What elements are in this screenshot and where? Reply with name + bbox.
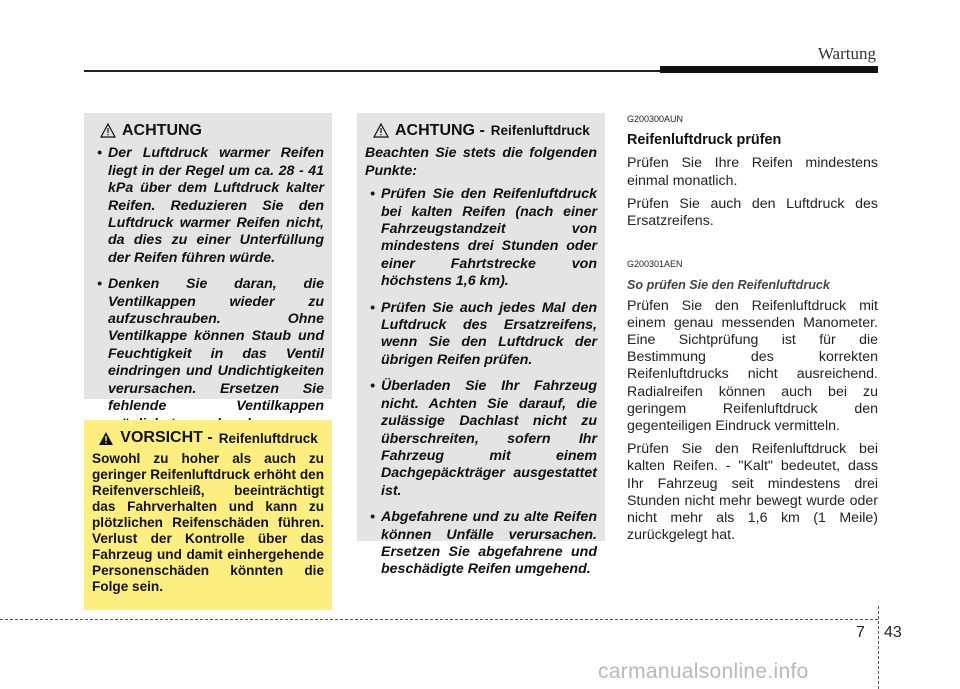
list-item: • Denken Sie daran, die Ventilkappen wieder zu aufzuschrauben. Ohne Ventilkappe können Staub und Feuchtigkeit in das Ventil eindringen und Undichtigkeiten verursachen. Ersetzen Sie fehlende Ventilkappen [92, 276, 324, 433]
paragraph: Prüfen Sie den Reifenluftdruck bei kalten Reifen. - "Kalt" bedeutet, dass Ihr Fahrzeug seit mindestens drei Stunden nicht mehr bewegt wurde oder nicht mehr als 1,6 km (1 Meile) zurückgelegt hat. [627, 441, 878, 544]
caution-body: Sowohl zu hoher als auch zu geringer Reifenluftdruck erhöht den Reifenverschleiß, beeinträchtigt das Fahrverhalten und kann zu plötzlichen Reifenschäden führen. Verlust der Kontrolle über das Fahrzeug und damit einhergehende Personenschäden könnten die Folge sein. [92, 451, 324, 594]
warning-triangle-icon [373, 123, 389, 138]
warning-title [100, 122, 324, 139]
warning-title-text: ACHTUNG - [395, 122, 485, 139]
warning-box-tire-temperature [84, 113, 332, 415]
warning-intro: Beachten Sie stets die folgenden Punkte: [365, 145, 597, 179]
warning-title [373, 122, 597, 139]
page-number: 43 [884, 624, 902, 641]
footer-rule [0, 619, 878, 620]
list-item: • Abgefahrene und zu alte Reifen können Unfälle verursachen. Ersetzen Sie abgefahrene und beschädigte Reifen umgehend. [365, 509, 597, 579]
paragraph: Prüfen Sie den Reifenluftdruck mit einem genau messenden Manometer. Eine Sichtprüfung ist für die Bestimmung des korrekten Reifenluftdrucks nicht ausreichend. Radialreifen können auch bei zu geringem Reifenluftdruck den gegenteiligen Eindruck vermitteln. [627, 297, 878, 435]
paragraph: Prüfen Sie auch den Luftdruck des Ersatzreifens. [627, 195, 878, 230]
chapter-number: 7 [856, 624, 865, 641]
warning-triangle-icon [100, 123, 116, 138]
footer-divider [878, 606, 879, 689]
header-bar [660, 66, 878, 73]
warning-title-text: ACHTUNG [122, 122, 202, 139]
warning-box-tire-pressure [357, 113, 605, 578]
warning-list [365, 186, 597, 579]
section-code: G200301AEN [627, 259, 683, 270]
watermark: carmanualsonline.info [598, 660, 809, 683]
header-title: Wartung [817, 44, 876, 63]
list-item: • Prüfen Sie den Reifenluftdruck bei kalten Reifen (nach einer Fahrzeugstandzeit von mindestens drei Stunden oder einer Fahrtstrecke von höchstens 1,6 km). [365, 186, 597, 290]
text-column [627, 111, 878, 550]
caution-title [92, 429, 324, 447]
section-subheading: So prüfen Sie den Reifenluftdruck [627, 278, 830, 293]
warning-list [92, 145, 324, 433]
caution-title-text: VORSICHT - [120, 429, 213, 446]
paragraph: Prüfen Sie Ihre Reifen mindestens einmal monatlich. [627, 155, 878, 189]
caution-box-tire-pressure [84, 420, 332, 610]
section-heading: Reifenluftdruck prüfen [627, 132, 782, 149]
list-item: • Prüfen Sie auch jedes Mal den Luftdruck des Ersatzreifens, wenn Sie den Luftdruck der übrigen Reifen prüfen. [365, 300, 597, 370]
caution-triangle-icon [98, 431, 114, 446]
caution-subtitle: Reifenluftdruck [218, 430, 318, 446]
list-item: • Der Luftdruck warmer Reifen liegt in der Regel um ca. 28 - 41 kPa über dem Luftdruck kalter Reifen. Reduzieren Sie den Luftdruck warmer Reifen nicht, da dies zu einer Unterfüllung der Reifen führen würde. [92, 145, 324, 267]
warning-subtitle: Reifenluftdruck [490, 123, 590, 138]
section-code: G200300AUN [627, 114, 684, 124]
list-item: • Überladen Sie Ihr Fahrzeug nicht. Achten Sie darauf, die zulässige Dachlast nicht zu überschreiten, sofern Ihr Fahrzeug mit einem Dachgepäckträger ausgestattet ist. [365, 378, 597, 500]
